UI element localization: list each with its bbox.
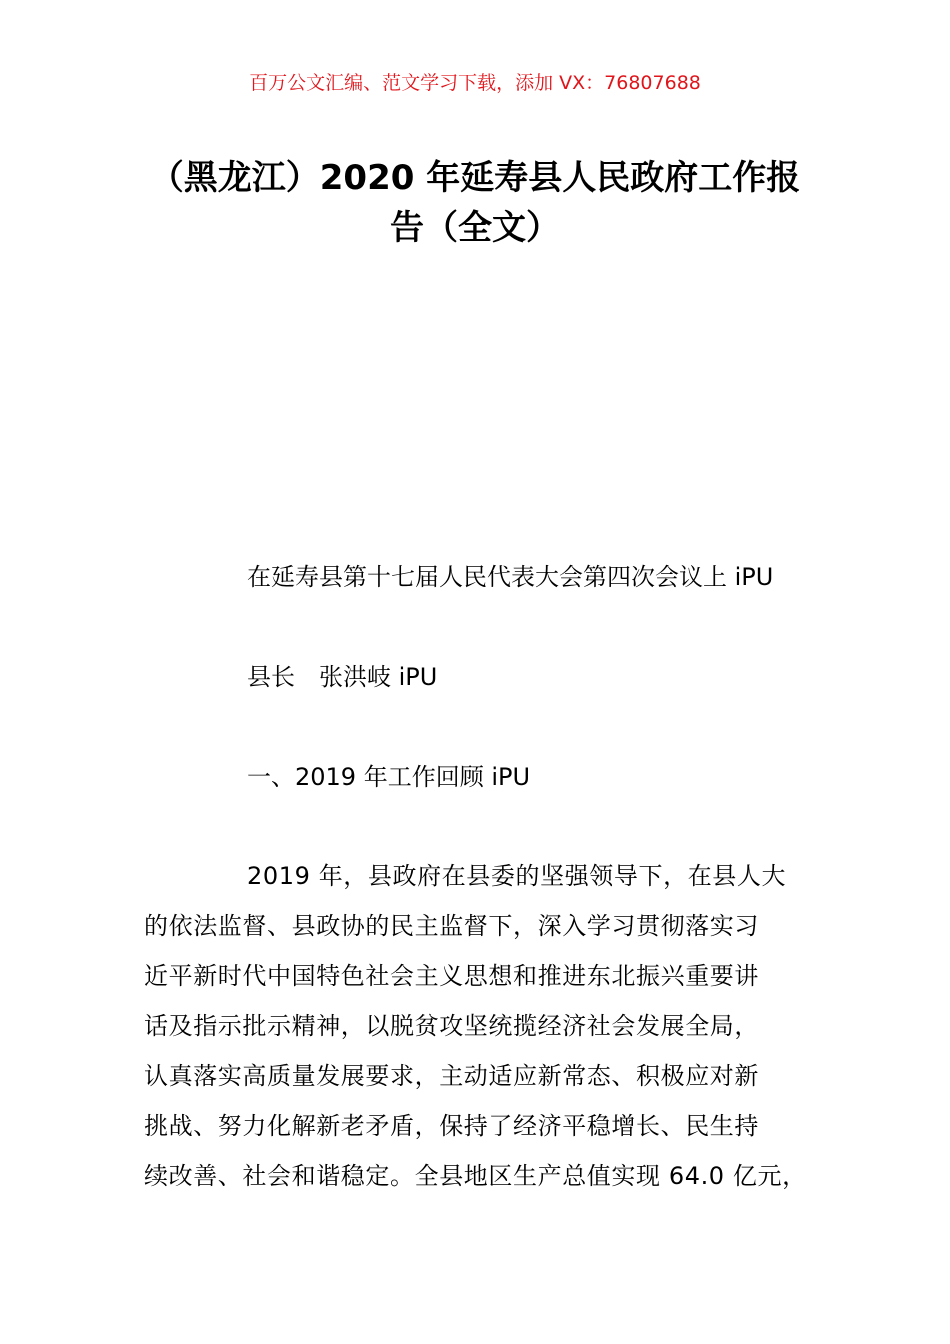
- section-heading: 一、2019 年工作回顾 iPU: [247, 763, 531, 791]
- body-line: 认真落实高质量发展要求，主动适应新常态、积极应对新: [144, 1062, 759, 1090]
- watermark-banner: 百万公文汇编、范文学习下载，添加 VX：76807688: [249, 72, 701, 94]
- speaker-line: 县长 张洪岐 iPU: [247, 663, 438, 691]
- body-line: 的依法监督、县政协的民主监督下，深入学习贯彻落实习: [144, 912, 759, 940]
- document-title-line-2: 告（全文）: [390, 208, 560, 248]
- meeting-subtitle: 在延寿县第十七届人民代表大会第四次会议上 iPU: [247, 563, 774, 591]
- body-line: 2019 年，县政府在县委的坚强领导下，在县人大: [247, 862, 787, 890]
- body-line: 续改善、社会和谐稳定。全县地区生产总值实现 64.0 亿元，: [144, 1162, 807, 1190]
- body-line: 话及指示批示精神，以脱贫攻坚统揽经济社会发展全局，: [144, 1012, 759, 1040]
- document-title-line-1: （黑龙江）2020 年延寿县人民政府工作报: [149, 158, 801, 198]
- body-line: 近平新时代中国特色社会主义思想和推进东北振兴重要讲: [144, 962, 759, 990]
- body-line: 挑战、努力化解新老矛盾，保持了经济平稳增长、民生持: [144, 1112, 759, 1140]
